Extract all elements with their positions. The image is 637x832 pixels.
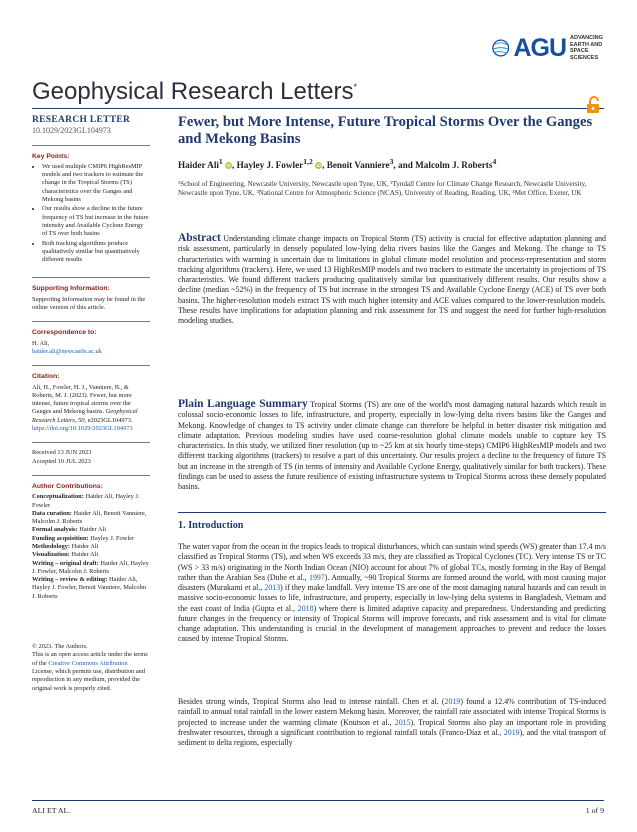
section-rule bbox=[178, 512, 606, 513]
author-name: Haider Ali bbox=[178, 160, 219, 171]
plain-language-summary: Plain Language Summary Tropical Storms (TS) are one of the world's most damaging natural hazards which result in colossal socio-economic losses to life, infrastructure, and property, especially in low-lying delta rivers basins like the Ganges and Mekong. Knowledge of changes to TS activity under climate change can therefore be helpful in better disaster risk mitigation and climate adaptation. Previous modeling studies have used coarse-resolution global climate models unable to capture key TS characteristics. In this study, we utilized finer resolution (up to ~25 km at six hourly time-steps) CMIP6 HighResMIP models and two different tracking algorithms (trackers) to resolve a part of this uncertainty. Our results project a decline to the frequency of future TS but an increase in the strength of TS (in terms of intensity and Available Cyclone Energy, qualitatively similar for both trackers). These findings can be used to assess the future resilience of existing infrastructure systems to Tropical Storms across these densely populated basins. bbox=[178, 398, 606, 491]
article-doi: 10.1029/2023GL104973 bbox=[32, 126, 111, 136]
contribution-item: Conceptualization: Haider Ali, Hayley J. Fowler bbox=[32, 493, 140, 509]
abstract: Abstract Understanding climate change impacts on Tropical Storm (TS) activity is crucial for effective adaptation planning and risk assessment, particularly in densely populated low-lying delta rivers basins like the Ganges and Mekong. The change to TS characteristics with warming is uncertain due to limitations in global climate model resolution and process-representation and storm tracking algorithms (trackers). Here, we used 13 HighResMIP models and two trackers to estimate the uncertainty in projections of TS characteristics. We found different trackers producing qualitatively similar but quantitatively different results. Our results show a decline (median ~52%) in the frequency of TS but increase in the strongest TS and Available Cyclone Energy (ACE) of TS over both basins. The higher-resolution models extract TS with much higher intensity and ACE values compared to the lower-resolution models. These results have implications for adaptation planning and risk assessment for TS and suggest the need for further high-resolution modeling studies. bbox=[178, 232, 606, 325]
copyright-block: © 2023. The Authors. This is an open access article under the terms of the Creative Commons Attribution License, which permits use, distribution and reproduction in any medium, provided the original work is properly cited. bbox=[32, 643, 148, 692]
accepted-date: Accepted 10 JUL 2023 bbox=[32, 457, 91, 465]
contribution-item: Visualization: Haider Ali bbox=[32, 551, 99, 559]
reference-link[interactable]: 2018 bbox=[297, 603, 314, 613]
key-point: • Both tracking algorithms produce qualitatively similar but quantitatively different results bbox=[42, 240, 150, 265]
reference-link[interactable]: 2015 bbox=[394, 717, 411, 727]
citation-heading: Citation: bbox=[32, 373, 60, 381]
contribution-item: Funding acquisition: Hayley J. Fowler bbox=[32, 534, 135, 542]
footer-rule bbox=[32, 800, 604, 801]
author-list: Haider Ali$^1$ iD, Hayley J. Fowler$^{1,2}$ iD, Benoit Vanniere$^3$, and Malcolm J. Roberts$^4$ bbox=[178, 157, 497, 171]
page-number: 1 of 9 bbox=[585, 806, 604, 815]
key-point: • We used multiple CMIP6 HighResMIP models and two trackers to estimate the change in the Tropical Storms (TS) characteristics over the Ganges and Mekong basins bbox=[42, 163, 150, 204]
header-rule bbox=[32, 108, 604, 109]
running-head: ALI ET AL. bbox=[32, 806, 71, 815]
key-points-list bbox=[32, 163, 150, 265]
section-heading: 1. Introduction bbox=[178, 520, 244, 531]
reference-link[interactable]: 2019 bbox=[444, 697, 461, 706]
article-title: Fewer, but More Intense, Future Tropical Storms Over the Ganges and Mekong Basins bbox=[178, 114, 593, 147]
reference-link[interactable]: 2019 bbox=[503, 727, 520, 737]
contribution-item: Methodology: Haider Ali bbox=[32, 542, 99, 550]
affiliations: ¹School of Engineering, Newcastle University, Newcastle upon Tyne, UK, ²Tyndall Centre for Climate Change Research, Newcastle University, Newcastle upon Tyne, UK, ³National Centre for Atmospheric Science (NCAS), University of Reading, Reading, UK, ⁴Met Office, Exeter, UK bbox=[178, 180, 587, 198]
reference-link[interactable]: 1997 bbox=[309, 572, 325, 582]
contribution-item: Writing – review & editing: Haider Ali, Hayley J. Fowler, Benoit Vanniere, Malcolm J. Roberts bbox=[32, 576, 147, 600]
correspondence-email-link[interactable]: haider.ali@newcastle.ac.uk bbox=[32, 347, 102, 355]
citation-doi-link[interactable]: https://doi.org/10.1029/2023GL104973 bbox=[32, 425, 133, 433]
author-name: Hayley J. Fowler bbox=[236, 160, 304, 171]
intro-paragraph: Besides strong winds, Tropical Storms also lead to intense rainfall. Chen et al. (2019) found a 12.4% contribution of TS-induced rainfall to annual total rainfall in the lower eastern Mekong basin. Moreover, the rainfall rate associated with intense Tropical Storms is projected to increase under the warming climate (Knutson et al., 2015). Tropical Storms also play an important role in providing freshwater resources, through a significant contribution to regional rainfall totals (Franco-Díaz et al., 2019), and the vital transport of sediment to delta regions, especially bbox=[178, 697, 606, 747]
correspondence-heading: Correspondence to: bbox=[32, 329, 97, 337]
globe-icon bbox=[492, 37, 509, 59]
author-name: and Malcolm J. Roberts bbox=[398, 160, 493, 171]
received-date: Received 13 JUN 2023 bbox=[32, 449, 92, 457]
abstract-heading: Abstract bbox=[178, 232, 221, 244]
orcid-icon[interactable]: iD bbox=[316, 163, 321, 169]
contribution-item: Writing – original draft: Haider Ali, Hayley J. Fowler, Malcolm J. Roberts bbox=[32, 559, 149, 575]
article-type: RESEARCH LETTER bbox=[32, 115, 131, 125]
journal-title: Geophysical Research Letters* bbox=[32, 78, 358, 105]
reference-link[interactable]: 2013 bbox=[264, 583, 281, 592]
agu-logo bbox=[492, 30, 612, 66]
contribution-item: Formal analysis: Haider Ali bbox=[32, 526, 107, 534]
open-lock-icon bbox=[586, 96, 602, 114]
contributions-heading: Author Contributions: bbox=[32, 482, 103, 490]
pls-heading: Plain Language Summary bbox=[178, 398, 308, 410]
contribution-item: Data curation: Haider Ali, Benoit Vanniere, Malcolm J. Roberts bbox=[32, 509, 147, 526]
author-name: Benoit Vanniere bbox=[326, 160, 390, 171]
key-point: • Our results show a decline in the future frequency of TS but increase in the future intensity and Available Cyclone Energy of TS over both basins bbox=[42, 205, 150, 238]
contributions-list bbox=[32, 493, 150, 601]
key-points-heading: Key Points: bbox=[32, 152, 70, 160]
orcid-icon[interactable]: iD bbox=[226, 163, 231, 169]
agu-logo-text: AGU bbox=[513, 33, 566, 62]
sidebar bbox=[32, 116, 150, 693]
citation-text: Ali, H., Fowler, H. J., Vanniere, B., & Roberts, M. J. (2023). Fewer, but more intense, future tropical storms over the Ganges and Mekong basins. Geophysical Research Letters, 50, e2023GL104973. https://doi.org/10.1029/2023GL104973 bbox=[32, 383, 138, 433]
intro-paragraph: The water vapor from the ocean in the tropics leads to tropical disturbances, which can sustain wind speeds (WS) greater than 17.4 m/s classified as Tropical Storms (TS), and when WS exceeds 33 m/s, they are classified as Tropical Cyclones (TC). Very intense TS or TC (WS > 33 m/s) originating in the North Indian Ocean (NIO) account for about 7% of global TCs, mostly forming in the Bay of Bengal rather than the Arabian Sea (Dube et al., 1997). Annually, ~90 Tropical Storms are formed around the world, with most causing major disasters (Murakami et al., 2013) if they make landfall. Very intense TS are one of the most damaging natural hazards and can result in massive socio-economic losses to life, infrastructure, and property, especially in low-lying delta systems in Bangladesh, Vietnam and the east coast of India (Gupta et al., 2018) where there is limited adaptive capacity and preparedness. Understanding and predicting future changes in the frequency or intensity of Tropical Storms will improve forecasts, and risk assessment and is vital for climate change adaptation. This understanding is crucial in the development of management approaches to prevent and reduce the losses caused by intense Tropical Storms. bbox=[178, 542, 606, 644]
supporting-heading: Supporting Information: bbox=[32, 285, 110, 293]
license-link[interactable]: Creative Commons Attribution bbox=[48, 659, 128, 667]
agu-tagline: ADVANCING EARTH AND SPACE SCIENCES bbox=[570, 35, 603, 61]
correspondence-name: H. Ali, bbox=[32, 339, 50, 347]
supporting-text: Supporting Information may be found in the online version of this article. bbox=[32, 295, 146, 312]
